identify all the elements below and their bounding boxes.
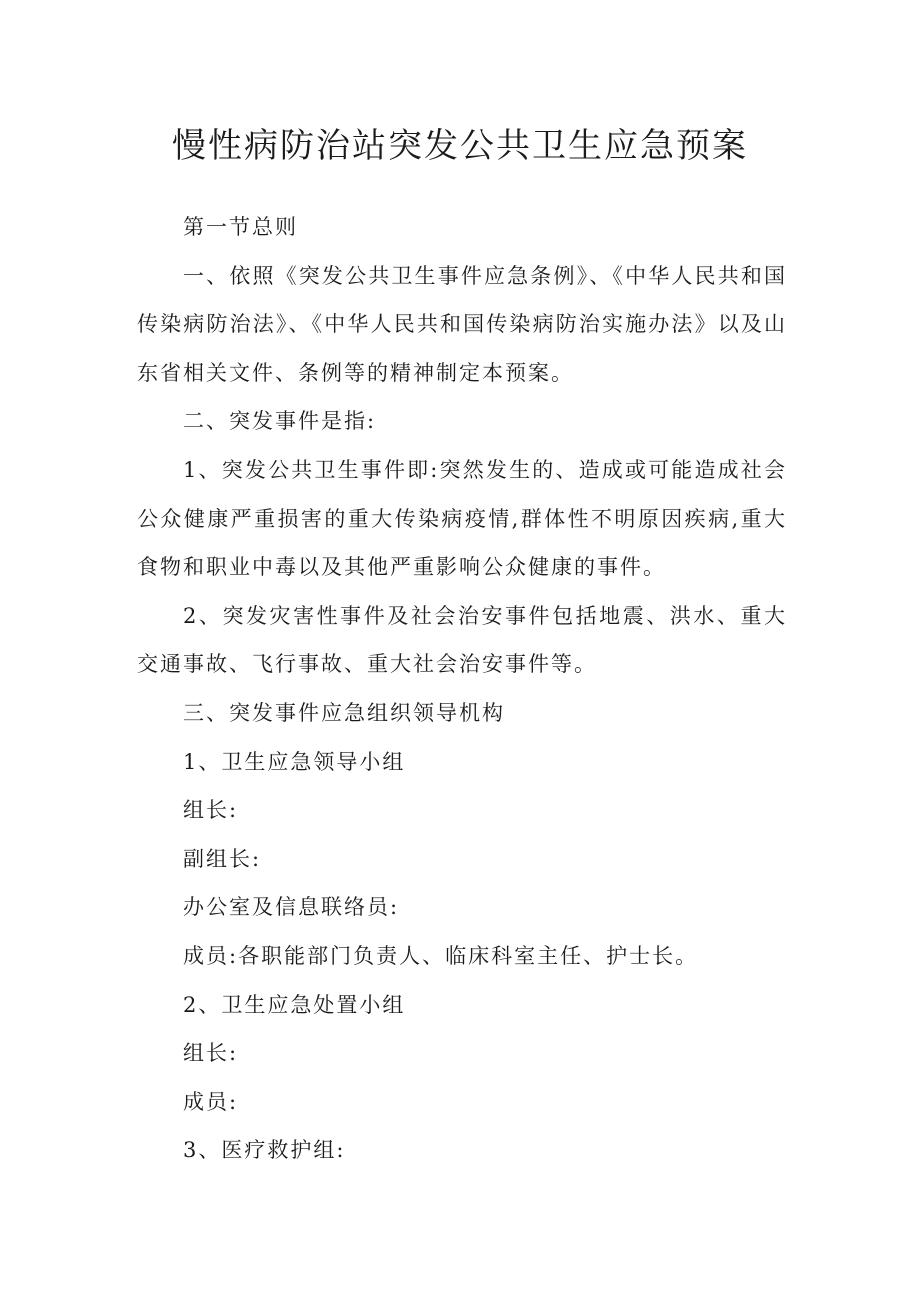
paragraph-leadership-group: 1、卫生应急领导小组 — [183, 749, 406, 774]
document-title: 慢性病防治站突发公共卫生应急预案 — [172, 126, 748, 166]
paragraph-disaster-event: 2、突发灾害性事件及社会治安事件包括地震、洪水、重大交通事故、飞行事故、重大社会治安事件等。 — [137, 603, 787, 677]
paragraph-members: 成员:各职能部门负责人、临床科室主任、护士长。 — [183, 943, 699, 968]
section-heading-general: 第一节总则 — [183, 215, 298, 239]
paragraph-leader: 组长: — [183, 798, 239, 823]
paragraph-medical-rescue-group: 3、医疗救护组: — [183, 1138, 346, 1163]
paragraph-response-group: 2、卫生应急处置小组 — [183, 992, 406, 1017]
paragraph-response-members: 成员: — [183, 1089, 239, 1114]
paragraph-deputy-leader: 副组长: — [183, 846, 262, 871]
paragraph-office-liaison: 办公室及信息联络员: — [183, 895, 400, 920]
paragraph-public-health-event: 1、突发公共卫生事件即:突然发生的、造成或可能造成社会公众健康严重损害的重大传染病疫情,群体性不明原因疾病,重大食物和职业中毒以及其他严重影响公众健康的事件。 — [137, 457, 787, 580]
paragraph-organization: 三、突发事件应急组织领导机构 — [183, 700, 505, 725]
paragraph-response-leader: 组长: — [183, 1041, 239, 1066]
paragraph-basis: 一、依照《突发公共卫生事件应急条例》、《中华人民共和国传染病防治法》、《中华人民共和国传染病防治实施办法》以及山东省相关文件、条例等的精神制定本预案。 — [137, 263, 787, 385]
document-body — [137, 203, 787, 1175]
paragraph-emergency-definition: 二、突发事件是指: — [183, 409, 377, 434]
